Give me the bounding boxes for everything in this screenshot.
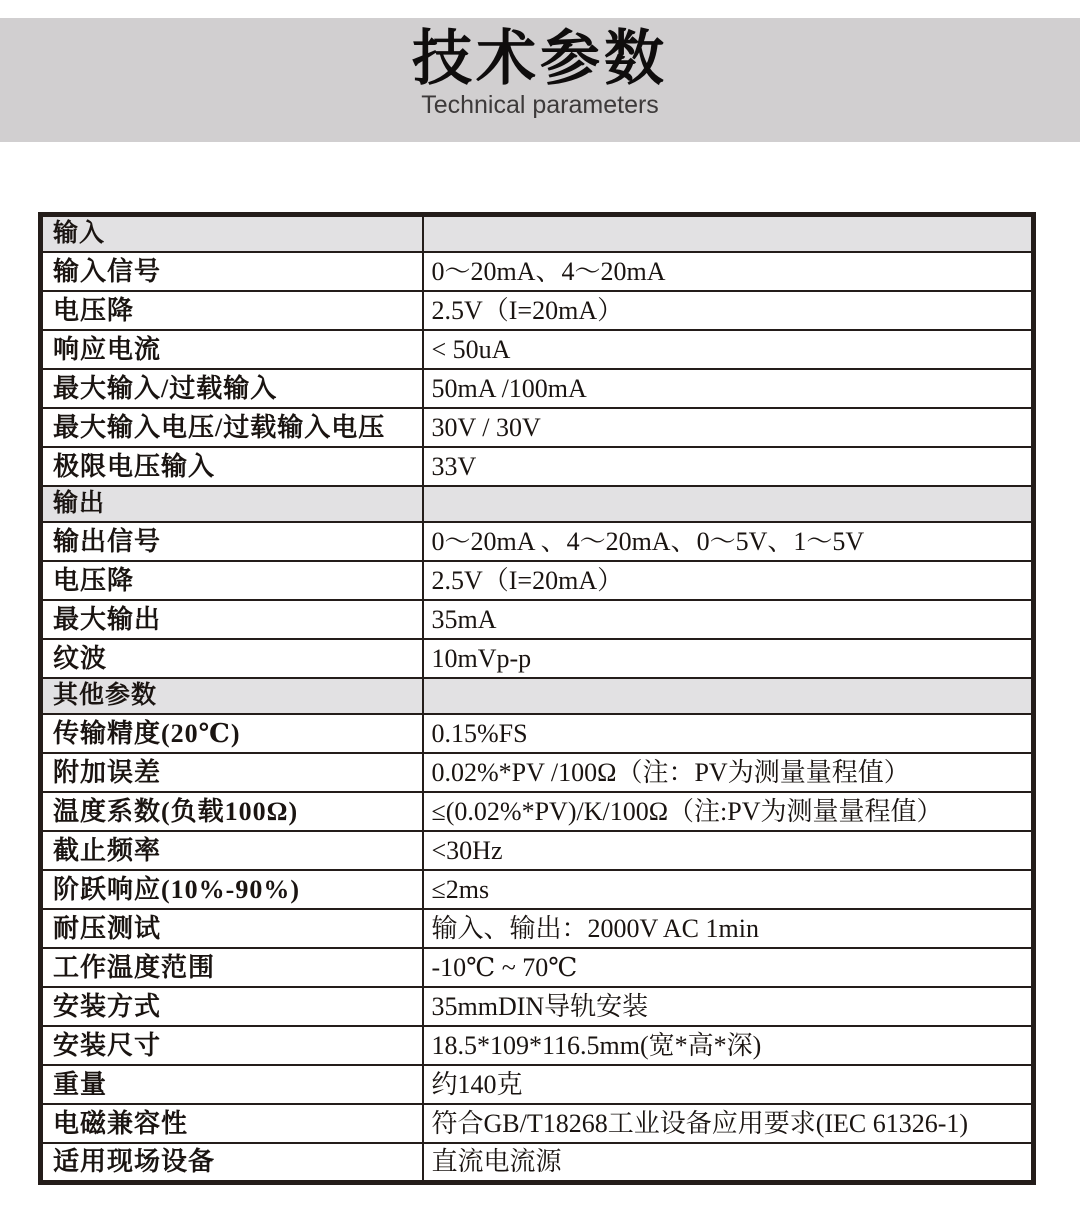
table-row [41, 714, 1034, 753]
param-label: 截止频率 [41, 831, 423, 870]
param-label: 最大输入/过载输入 [41, 369, 423, 408]
param-label: 输入信号 [41, 252, 423, 291]
param-value: -10℃ ~ 70℃ [423, 948, 1034, 987]
page-title: 技术参数 [412, 25, 668, 92]
table-row [41, 909, 1034, 948]
table-row [41, 1104, 1034, 1143]
table-row [41, 522, 1034, 561]
param-value: ≤2ms [423, 870, 1034, 909]
param-label: 工作温度范围 [41, 948, 423, 987]
table-row [41, 561, 1034, 600]
page-subtitle: Technical parameters [421, 91, 659, 119]
param-value: 50mA /100mA [423, 369, 1034, 408]
param-label: 最大输入电压/过载输入电压 [41, 408, 423, 447]
table-row [41, 870, 1034, 909]
table-row [41, 1026, 1034, 1065]
param-value: 输入、输出：2000V AC 1min [423, 909, 1034, 948]
param-value: 35mmDIN导轨安装 [423, 987, 1034, 1026]
param-label: 电磁兼容性 [41, 1104, 423, 1143]
param-value [423, 486, 1034, 522]
param-value [423, 678, 1034, 714]
table-row [41, 369, 1034, 408]
param-label: 最大输出 [41, 600, 423, 639]
table-row [41, 831, 1034, 870]
param-label: 耐压测试 [41, 909, 423, 948]
param-label: 电压降 [41, 561, 423, 600]
param-value: ≤(0.02%*PV)/K/100Ω（注:PV为测量量程值） [423, 792, 1034, 831]
param-label: 阶跃响应(10%-90%) [41, 870, 423, 909]
param-value: 18.5*109*116.5mm(宽*高*深) [423, 1026, 1034, 1065]
parameters-table-body [41, 215, 1034, 1183]
table-row [41, 447, 1034, 486]
section-header-row [41, 215, 1034, 253]
table-row [41, 330, 1034, 369]
param-label: 重量 [41, 1065, 423, 1104]
param-label: 安装方式 [41, 987, 423, 1026]
table-row [41, 600, 1034, 639]
param-label: 电压降 [41, 291, 423, 330]
table-row [41, 252, 1034, 291]
param-value: 0.15%FS [423, 714, 1034, 753]
param-label: 输出信号 [41, 522, 423, 561]
param-label: 适用现场设备 [41, 1143, 423, 1182]
param-label: 附加误差 [41, 753, 423, 792]
param-label: 输出 [41, 486, 423, 522]
param-label: 温度系数(负载100Ω) [41, 792, 423, 831]
header-band [0, 18, 1080, 142]
param-label: 输入 [41, 215, 423, 253]
table-row [41, 792, 1034, 831]
param-value: 10mVp-p [423, 639, 1034, 678]
table-row [41, 408, 1034, 447]
param-value: 0～20mA、4～20mA [423, 252, 1034, 291]
param-value: 约140克 [423, 1065, 1034, 1104]
table-row [41, 948, 1034, 987]
param-label: 传输精度(20℃) [41, 714, 423, 753]
param-value: 33V [423, 447, 1034, 486]
param-value: 35mA [423, 600, 1034, 639]
table-row [41, 639, 1034, 678]
parameters-table-wrapper [38, 212, 1036, 1185]
param-label: 极限电压输入 [41, 447, 423, 486]
table-row [41, 1065, 1034, 1104]
param-value: 0.02%*PV /100Ω（注：PV为测量量程值） [423, 753, 1034, 792]
param-value: 直流电流源 [423, 1143, 1034, 1182]
param-label: 响应电流 [41, 330, 423, 369]
table-row [41, 987, 1034, 1026]
param-label: 安装尺寸 [41, 1026, 423, 1065]
param-value: 0～20mA 、4～20mA、0～5V、1～5V [423, 522, 1034, 561]
param-value: 符合GB/T18268工业设备应用要求(IEC 61326-1) [423, 1104, 1034, 1143]
param-value: <30Hz [423, 831, 1034, 870]
param-value [423, 215, 1034, 253]
param-label: 其他参数 [41, 678, 423, 714]
param-value: 2.5V（I=20mA） [423, 291, 1034, 330]
section-header-row [41, 486, 1034, 522]
param-label: 纹波 [41, 639, 423, 678]
parameters-table [38, 212, 1036, 1185]
table-row [41, 291, 1034, 330]
section-header-row [41, 678, 1034, 714]
table-row [41, 1143, 1034, 1182]
param-value: 2.5V（I=20mA） [423, 561, 1034, 600]
param-value: < 50uA [423, 330, 1034, 369]
param-value: 30V / 30V [423, 408, 1034, 447]
table-row [41, 753, 1034, 792]
